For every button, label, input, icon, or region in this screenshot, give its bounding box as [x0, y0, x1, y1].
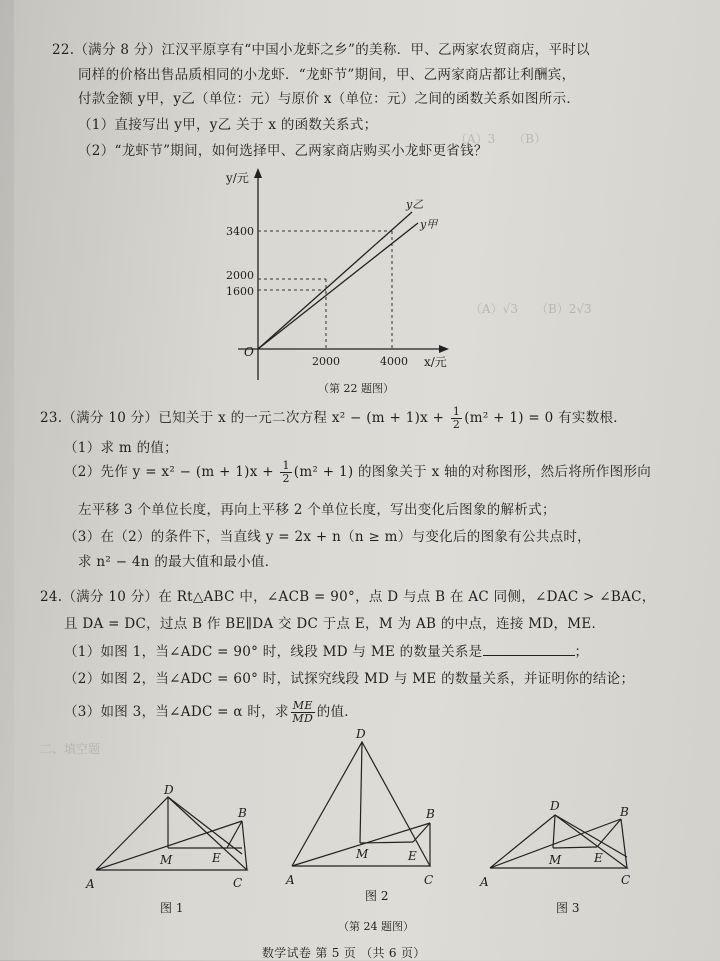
y-tick-2000: 2000 [226, 269, 254, 282]
svg-text:A: A [286, 873, 295, 887]
q22-line2: 同样的价格出售品质相同的小龙虾．“龙虾节”期间，甲、乙两家商店都让利酬宾， [78, 67, 576, 83]
fraction-half: $\frac{1}{2}$ [282, 459, 290, 485]
x-tick-2000: 2000 [312, 355, 340, 368]
q22-line1: 22.（满分 8 分）江汉平原享有“中国小龙虾之乡”的美称．甲、乙两家农贸商店，平时以 [52, 42, 590, 58]
svg-text:E: E [212, 851, 221, 865]
q23-part2-b: (m² + 1) 的图象关于 x 轴的对称图形，然后将所作图形向 [293, 464, 652, 480]
fraction-half: $\frac{1}{2}$ [452, 405, 461, 431]
page-footer: 数学试卷 第 5 页 （共 6 页） [262, 946, 426, 960]
svg-text:M: M [356, 847, 369, 861]
svg-text:A: A [86, 877, 95, 891]
q24-line2: 且 DA = DC，过点 B 作 BE∥DA 交 DC 于点 E，M 为 AB 的中点，连接 MD，ME． [64, 616, 606, 632]
svg-text:E: E [408, 849, 417, 863]
svg-text:A: A [480, 875, 489, 889]
bleed-through-text: （A）√3 （B）2√3 [470, 302, 592, 316]
bleed-through-text: （A）3 （B） [455, 132, 547, 146]
svg-text:D: D [550, 799, 560, 813]
q23-line1-b: (m² + 1) = 0 有实数根． [464, 410, 628, 426]
q24-part2: （2）如图 2，当∠ADC = 60° 时，试探究线段 MD 与 ME 的数量关系，并证明你的结论； [64, 671, 635, 687]
svg-text:B: B [426, 807, 435, 821]
figure-1-label: 图 1 [160, 901, 184, 915]
svg-text:C: C [424, 873, 434, 887]
figure-2-label: 图 2 [365, 889, 389, 903]
q24-part3: （3）如图 3，当∠ADC = α 时，求 $\frac{ME}{MD}$ 的值． [64, 699, 359, 725]
fraction-me-md: $\frac{ME}{MD}$ [292, 699, 314, 725]
q23-part1: （1）求 m 的值； [64, 440, 178, 456]
svg-text:E: E [594, 851, 603, 865]
q23-part3-b: 求 n² − 4n 的最大值和最小值． [78, 554, 279, 570]
y-tick-3400: 3400 [226, 225, 254, 238]
q23-part2-c: 左平移 3 个单位长度，再向上平移 2 个单位长度，写出变化后图象的解析式； [78, 502, 556, 518]
q22-caption: （第 22 题图） [318, 382, 394, 395]
svg-text:C: C [621, 873, 631, 887]
y-axis-label: y/元 [226, 171, 249, 185]
q23-part2-a: （2）先作 y = x² − (m + 1)x + [64, 464, 279, 480]
answer-blank [483, 643, 575, 656]
q23-line1-a: 23.（满分 10 分）已知关于 x 的一元二次方程 x² − (m + 1)x + [40, 410, 449, 426]
bleed-through-text: 二、填空题 [40, 742, 101, 756]
q23-part2 [64, 460, 651, 485]
svg-text:M: M [160, 853, 173, 867]
y-tick-1600: 1600 [226, 285, 254, 298]
q22-part2: （2）“龙虾节”期间，如何选择甲、乙两家商店购买小龙虾更省钱？ [78, 143, 488, 159]
q22-part1: （1）直接写出 y甲，y乙 关于 x 的函数关系式； [78, 117, 378, 133]
svg-text:C: C [233, 876, 243, 890]
figure-3-label: 图 3 [556, 901, 580, 915]
svg-text:D: D [164, 783, 174, 797]
line-label-y-jia: y甲 [420, 218, 438, 231]
q24-part1: （1）如图 1，当∠ADC = 90° 时，线段 MD 与 ME 的数量关系是 ； [64, 644, 589, 660]
q24-caption: （第 24 题图） [338, 920, 414, 933]
svg-text:D: D [356, 727, 366, 741]
svg-text:M: M [549, 853, 562, 867]
line-label-y-yi: y乙 [406, 198, 424, 211]
q23-part3-a: （3）在（2）的条件下，当直线 y = 2x + n（n ≥ m）与变化后的图象有公共点时， [64, 529, 591, 545]
svg-text:B: B [620, 805, 629, 819]
q24-line1: 24.（满分 10 分）在 Rt△ABC 中，∠ACB = 90°，点 D 与点 B 在 AC 同侧，∠DAC > ∠BAC， [40, 589, 656, 605]
origin-label: O [244, 345, 254, 359]
svg-text:B: B [238, 806, 247, 820]
q22-line3: 付款金额 y甲，y乙（单位：元）与原价 x（单位：元）之间的函数关系如图所示． [78, 91, 581, 107]
x-axis-label: x/元 [424, 355, 447, 369]
x-tick-4000: 4000 [380, 355, 408, 368]
q23-line1 [40, 406, 627, 431]
